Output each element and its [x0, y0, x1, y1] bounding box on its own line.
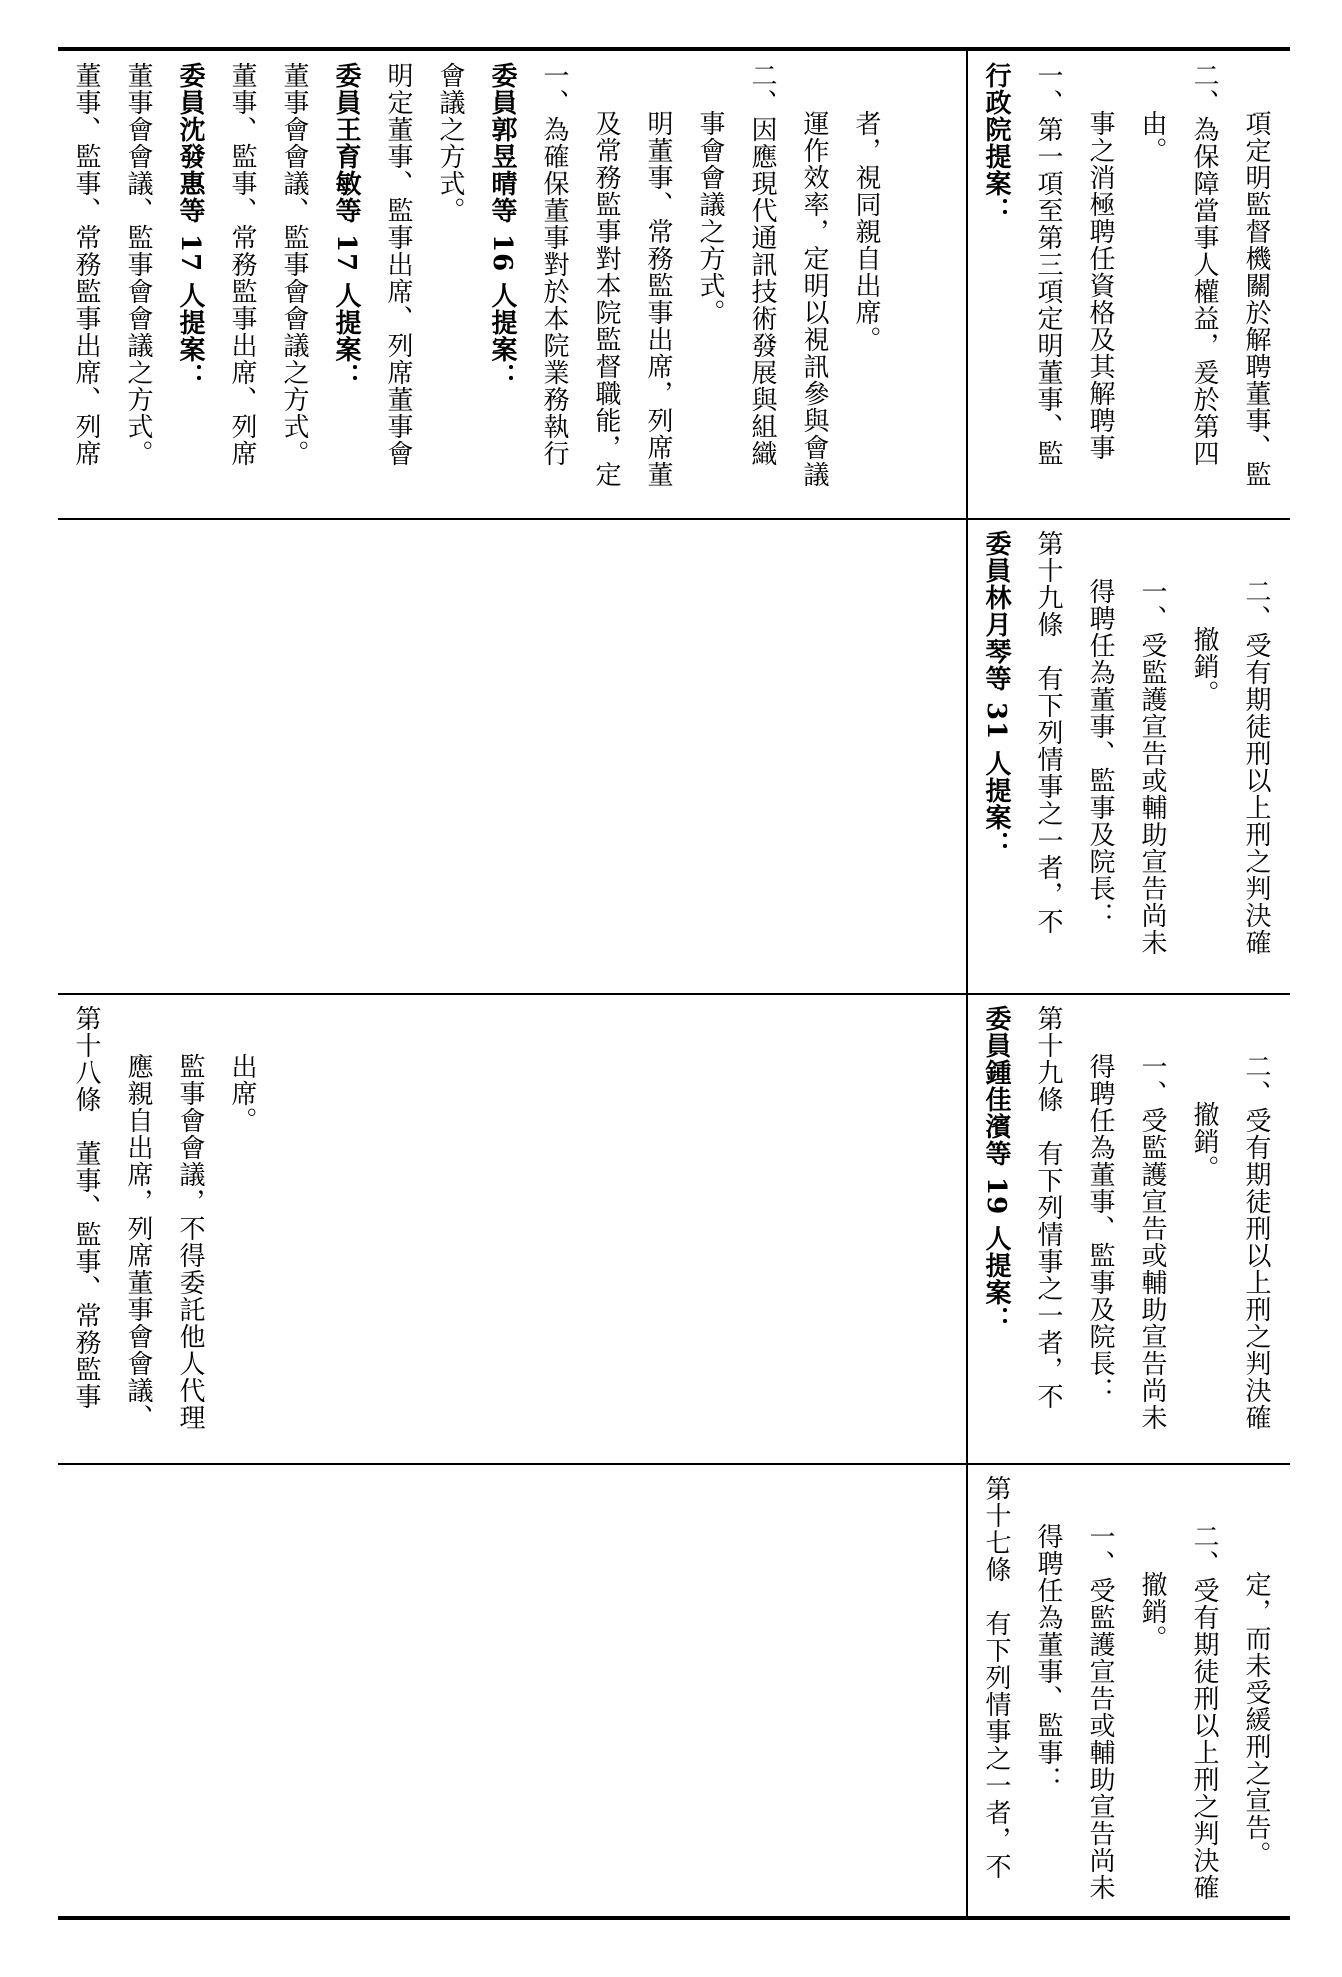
text-line: 定，而未受緩刑之宣告。	[1241, 1571, 1271, 1868]
text-line: 應親自出席，列席董事會會議、	[123, 1053, 153, 1431]
text-line: 委員林月琴等 31 人提案：	[981, 530, 1011, 859]
text-line: 二、受有期徒刑以上刑之判決確	[1241, 1053, 1271, 1431]
text-line: 及常務監事對本院監督職能，定	[591, 110, 621, 488]
text-line: 得聘任為董事、監事及院長：	[1085, 1053, 1115, 1404]
bottom-row-zhong-jiabin-cell	[970, 1005, 1286, 1455]
text-line: 行政院提案：	[981, 62, 1011, 224]
bottom-row-article-17-cell	[970, 1475, 1286, 1911]
text-line: 事會會議之方式。	[695, 110, 725, 326]
text-line: 委員王育敏等 17 人提案：	[331, 62, 361, 391]
text-line: 董事會會議、監事會會議之方式。	[279, 62, 309, 467]
text-line: 撤銷。	[1137, 1571, 1167, 1652]
text-line: 者，視同親自出席。	[851, 110, 881, 353]
top-row-article-18-cell	[60, 1005, 960, 1455]
top-row-empty-cell	[60, 530, 960, 985]
row-divider	[966, 49, 968, 1918]
text-line: 二、受有期徒刑以上刑之判決確	[1241, 578, 1271, 956]
text-line: 由。	[1137, 110, 1167, 164]
text-line: 委員郭昱晴等 16 人提案：	[487, 62, 517, 391]
text-line: 二、受有期徒刑以上刑之判決確	[1189, 1523, 1219, 1901]
text-line: 出席。	[227, 1053, 257, 1134]
text-line: 一、為確保董事對於本院業務執行	[539, 62, 569, 467]
text-line: 明定董事、監事出席、列席董事會	[383, 62, 413, 467]
text-line: 董事、監事、常務監事出席、列席	[71, 62, 101, 467]
text-line: 項定明監督機關於解聘董事、監	[1241, 110, 1271, 488]
text-line: 董事會會議、監事會會議之方式。	[123, 62, 153, 467]
text-line: 運作效率，定明以視訊參與會議	[799, 110, 829, 488]
text-line: 第十九條 有下列情事之一者，不	[1033, 1005, 1063, 1410]
text-line: 第十八條 董事、監事、常務監事	[71, 1005, 101, 1410]
text-line: 得聘任為董事、監事及院長：	[1085, 578, 1115, 929]
top-row-empty-cell-2	[60, 1475, 960, 1905]
text-line: 董事、監事、常務監事出席、列席	[227, 62, 257, 467]
text-line: 監事會會議，不得委託他人代理	[175, 1053, 205, 1431]
text-line: 二、為保障當事人權益，爰於第四	[1189, 62, 1219, 467]
bottom-row-lin-yueqin-cell	[970, 530, 1286, 985]
text-line: 二、因應現代通訊技術發展與組織	[747, 62, 777, 467]
text-line: 撤銷。	[1189, 1101, 1219, 1182]
text-line: 得聘任為董事、監事：	[1033, 1523, 1063, 1793]
text-line: 明董事、常務監事出席，列席董	[643, 110, 673, 488]
text-line: 第十七條 有下列情事之一者，不	[981, 1475, 1011, 1880]
top-row-explanation-cell	[60, 62, 960, 512]
column-divider-3	[58, 1463, 1290, 1465]
text-line: 第十九條 有下列情事之一者，不	[1033, 530, 1063, 935]
top-border	[58, 47, 1290, 51]
text-line: 委員沈發惠等 17 人提案：	[175, 62, 205, 391]
text-line: 會議之方式。	[435, 62, 465, 224]
column-divider-1	[58, 518, 1290, 520]
text-line: 一、受監護宣告或輔助宣告尚未	[1137, 578, 1167, 956]
bottom-row-executive-yuan-cell	[970, 62, 1286, 512]
text-line: 撤銷。	[1189, 626, 1219, 707]
text-line: 一、受監護宣告或輔助宣告尚未	[1085, 1523, 1115, 1901]
text-line: 事之消極聘任資格及其解聘事	[1085, 110, 1115, 461]
text-line: 委員鍾佳濱等 19 人提案：	[981, 1005, 1011, 1334]
text-line: 一、受監護宣告或輔助宣告尚未	[1137, 1053, 1167, 1431]
bottom-border	[58, 1916, 1290, 1920]
text-line: 一、第一項至第三項定明董事、監	[1033, 62, 1063, 467]
column-divider-2	[58, 993, 1290, 995]
